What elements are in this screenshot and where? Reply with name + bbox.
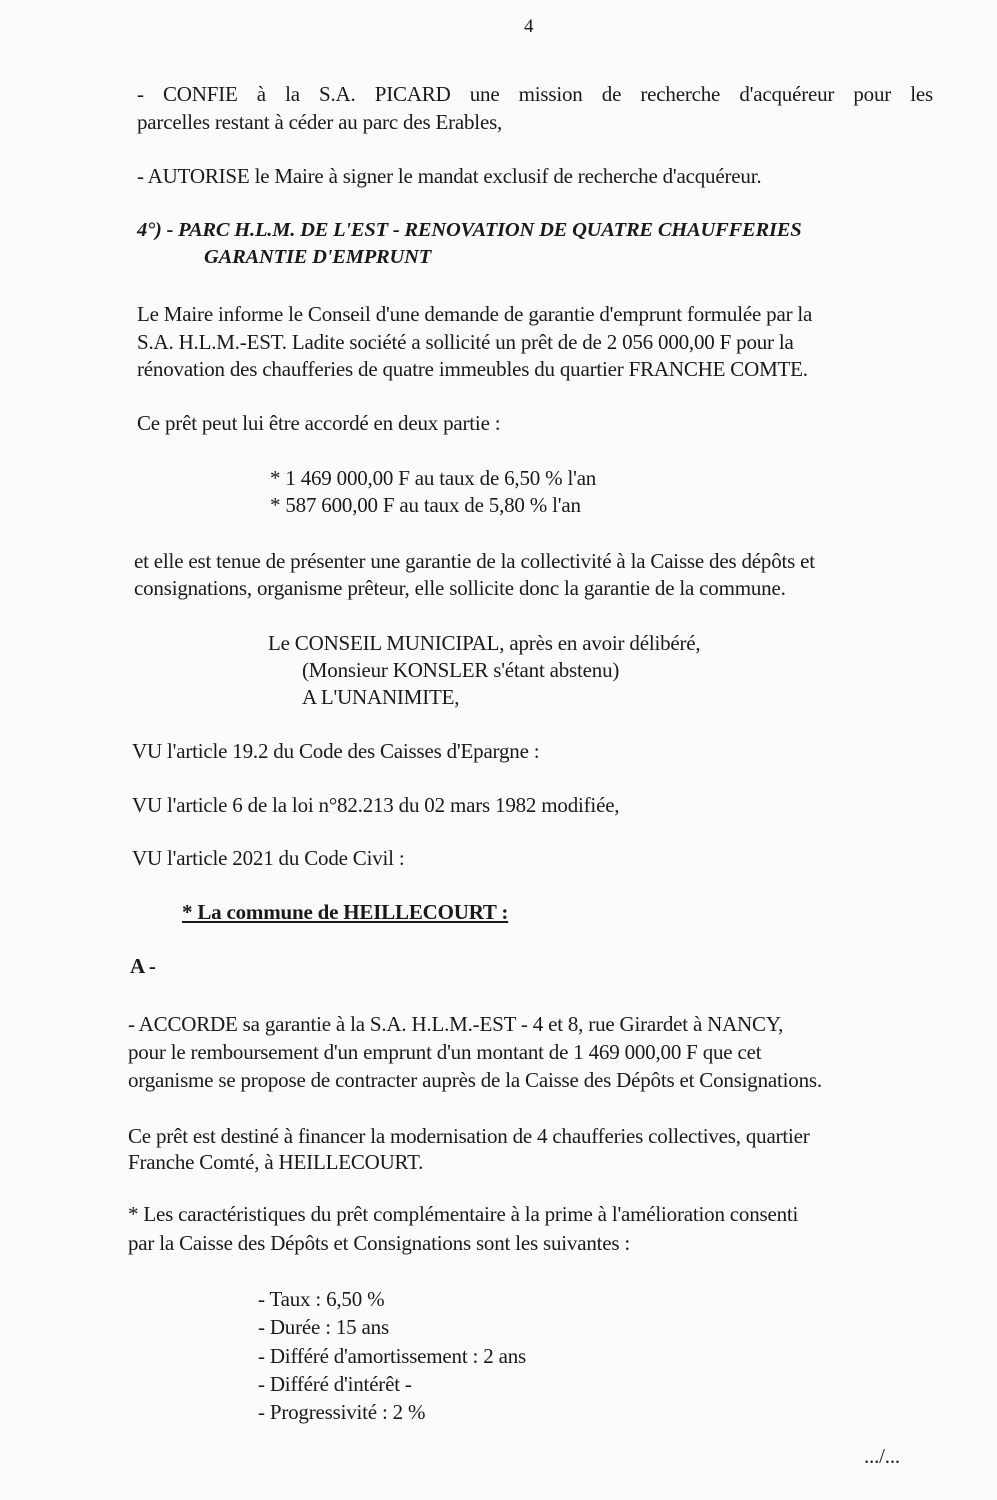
- para1-line-1: Le Maire informe le Conseil d'une demande de garantie d'emprunt formulée par la: [137, 302, 813, 326]
- section-heading-line-2: GARANTIE D'EMPRUNT: [204, 246, 432, 268]
- vu-line: VU l'article 6 de la loi n°82.213 du 02 mars 1982 modifiée,: [132, 793, 620, 817]
- accorde-line-1: - ACCORDE sa garantie à la S.A. H.L.M.-EST - 4 et 8, rue Girardet à NANCY,: [128, 1012, 784, 1036]
- caracteristiques-line-2: par la Caisse des Dépôts et Consignations sont les suivantes :: [128, 1231, 631, 1255]
- confie-line-2: parcelles restant à céder au parc des Erables,: [137, 110, 503, 134]
- destine-line-2: Franche Comté, à HEILLECOURT.: [128, 1150, 424, 1174]
- para1-line-2: S.A. H.L.M.-EST. Ladite société a sollicité un prêt de de 2 056 000,00 F pour la: [137, 330, 794, 354]
- council-line-2: (Monsieur KONSLER s'étant abstenu): [302, 658, 620, 682]
- loan-item: * 1 469 000,00 F au taux de 6,50 % l'an: [270, 466, 597, 490]
- autorise-line: - AUTORISE le Maire à signer le mandat exclusif de recherche d'acquéreur.: [137, 164, 762, 188]
- council-line-1: Le CONSEIL MUNICIPAL, après en avoir délibéré,: [268, 631, 701, 655]
- term-item: - Différé d'amortissement : 2 ans: [258, 1344, 526, 1368]
- term-item: - Durée : 15 ans: [258, 1315, 389, 1339]
- continuation-mark: .../...: [864, 1444, 900, 1468]
- term-item: - Progressivité : 2 %: [258, 1400, 426, 1424]
- para1-line-3: rénovation des chaufferies de quatre immeubles du quartier FRANCHE COMTE.: [137, 357, 808, 381]
- loan-item: * 587 600,00 F au taux de 5,80 % l'an: [270, 493, 581, 517]
- accorde-line-2: pour le remboursement d'un emprunt d'un montant de 1 469 000,00 F que cet: [128, 1040, 762, 1064]
- council-line-3: A L'UNANIMITE,: [302, 685, 460, 709]
- caracteristiques-line-1: * Les caractéristiques du prêt complémentaire à la prime à l'amélioration consenti: [128, 1202, 799, 1226]
- para3-line-2: consignations, organisme prêteur, elle sollicite donc la garantie de la commune.: [134, 576, 786, 600]
- destine-line-1: Ce prêt est destiné à financer la modernisation de 4 chaufferies collectives, quartier: [128, 1124, 810, 1148]
- term-item: - Taux : 6,50 %: [258, 1287, 385, 1311]
- page-number: 4: [524, 16, 534, 37]
- commune-heading: * La commune de HEILLECOURT :: [182, 900, 509, 924]
- confie-line-1: - CONFIE à la S.A. PICARD une mission de recherche d'acquéreur pour les: [137, 82, 933, 106]
- term-item: - Différé d'intérêt -: [258, 1372, 412, 1396]
- vu-line: VU l'article 19.2 du Code des Caisses d'Epargne :: [132, 739, 540, 763]
- accorde-line-3: organisme se propose de contracter auprès de la Caisse des Dépôts et Consignations.: [128, 1068, 822, 1092]
- part-a-label: A -: [130, 954, 156, 978]
- section-heading-line-1: 4°) - PARC H.L.M. DE L'EST - RENOVATION DE QUATRE CHAUFFERIES: [137, 219, 802, 241]
- para3-line-1: et elle est tenue de présenter une garantie de la collectivité à la Caisse des dépôts et: [134, 549, 815, 573]
- vu-line: VU l'article 2021 du Code Civil :: [132, 846, 405, 870]
- para2: Ce prêt peut lui être accordé en deux partie :: [137, 411, 501, 435]
